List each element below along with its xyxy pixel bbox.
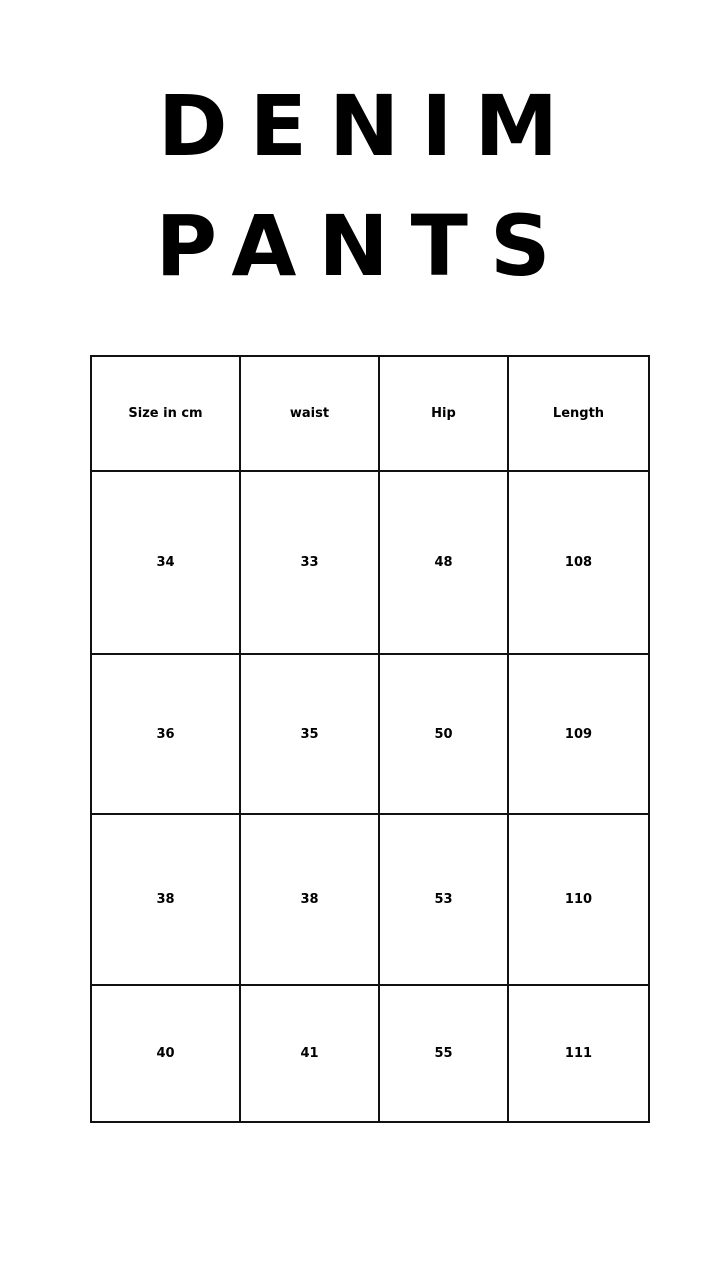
header-cell-length: Length	[508, 356, 649, 471]
table-header-row	[91, 356, 649, 471]
table-cell-length: 108	[508, 471, 649, 654]
table-cell-waist: 38	[240, 814, 379, 985]
table-row	[91, 471, 649, 654]
size-chart-table	[90, 355, 650, 1123]
table-cell-size: 40	[91, 985, 240, 1122]
table-cell-length: 110	[508, 814, 649, 985]
table-cell-hip: 48	[379, 471, 508, 654]
table-row	[91, 654, 649, 814]
table-cell-waist: 41	[240, 985, 379, 1122]
header-cell-size: Size in cm	[91, 356, 240, 471]
table-cell-size: 38	[91, 814, 240, 985]
table-cell-waist: 35	[240, 654, 379, 814]
page-title-line-2: PANTS	[155, 197, 573, 295]
table-cell-hip: 50	[379, 654, 508, 814]
table-cell-length: 109	[508, 654, 649, 814]
table-cell-hip: 53	[379, 814, 508, 985]
table-cell-size: 36	[91, 654, 240, 814]
table-cell-hip: 55	[379, 985, 508, 1122]
header-cell-waist: waist	[240, 356, 379, 471]
header-cell-hip: Hip	[379, 356, 508, 471]
table-cell-waist: 33	[240, 471, 379, 654]
page-title-line-1: DENIM	[157, 77, 581, 175]
table-row	[91, 985, 649, 1122]
table-row	[91, 814, 649, 985]
table-cell-length: 111	[508, 985, 649, 1122]
table-cell-size: 34	[91, 471, 240, 654]
